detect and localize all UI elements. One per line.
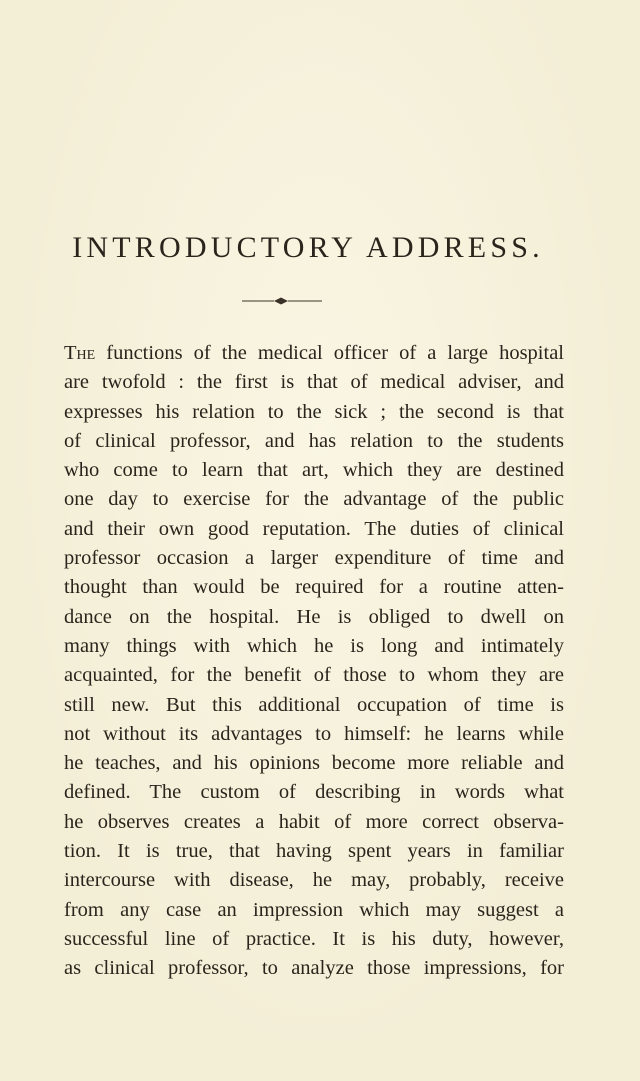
text-line: expresses his relation to the sick ; the second is that: [64, 400, 564, 423]
chapter-heading: INTRODUCTORY ADDRESS.: [72, 231, 544, 264]
text-line: who come to learn that art, which they are destined: [64, 459, 564, 482]
ornamental-rule: [240, 296, 324, 306]
text-line: tion. It is true, that having spent years in familiar: [64, 840, 564, 863]
text-line: successful line of practice. It is his duty, however,: [64, 927, 564, 950]
text-line: he observes creates a habit of more correct observa-: [64, 810, 564, 833]
body-text: [64, 339, 564, 984]
text-line: many things with which he is long and intimately: [64, 634, 564, 657]
text-line: not without its advantages to himself: he learns while: [64, 722, 564, 745]
text-line: of clinical professor, and has relation to the students: [64, 429, 564, 452]
text-line: acquainted, for the benefit of those to whom they are: [64, 664, 564, 687]
text-line: professor occasion a larger expenditure of time and: [64, 547, 564, 570]
text-line: as clinical professor, to analyze those impressions, for: [64, 957, 564, 980]
text-line: and their own good reputation. The duties of clinical: [64, 517, 564, 540]
text-line: one day to exercise for the advantage of the public: [64, 488, 564, 511]
text-line: dance on the hospital. He is obliged to dwell on: [64, 605, 564, 628]
text-line: thought than would be required for a routine atten-: [64, 576, 564, 599]
text-line: defined. The custom of describing in words what: [64, 781, 564, 804]
text-line: intercourse with disease, he may, probably, receive: [64, 869, 564, 892]
text-line: he teaches, and his opinions become more reliable and: [64, 752, 564, 775]
text-line: still new. But this additional occupation of time is: [64, 693, 564, 716]
text-line: The functions of the medical officer of a large hospital: [64, 342, 564, 364]
text-line: from any case an impression which may suggest a: [64, 898, 564, 921]
text-line: are twofold : the first is that of medical adviser, and: [64, 371, 564, 394]
